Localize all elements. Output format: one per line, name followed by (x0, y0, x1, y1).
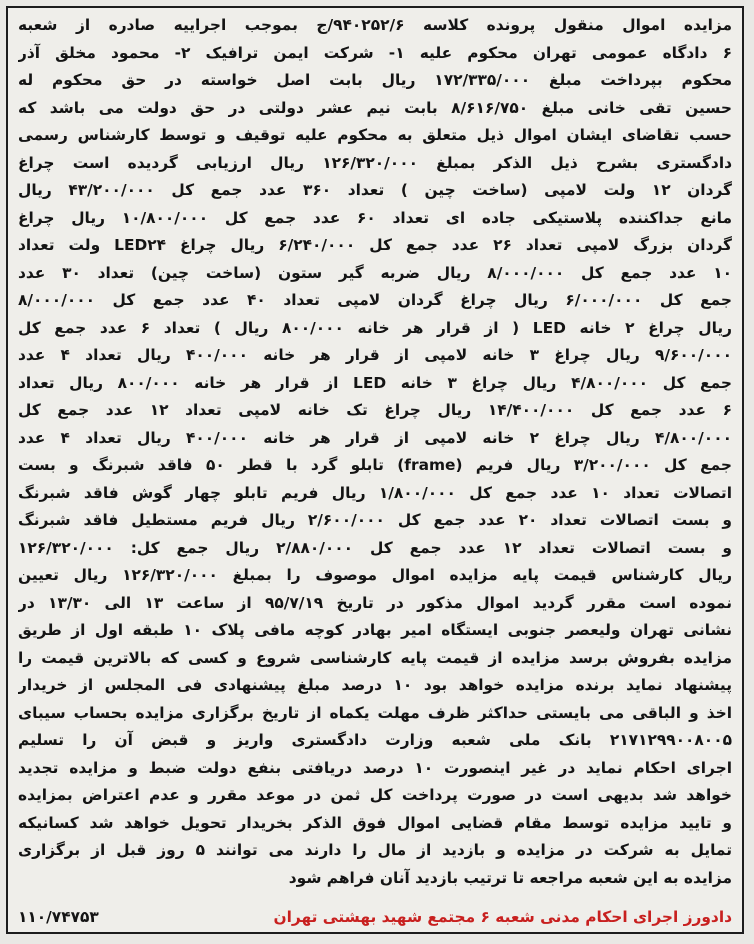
notice-line: مزایده اموال منقول پرونده کلاسه ۹۴۰۲۵۲/۶/ج بموجب اجراییه صادره از شعبه (18, 16, 732, 34)
auction-notice (6, 6, 744, 934)
notice-line: جمع کل ۶/۰۰۰/۰۰۰ ریال چراغ گردان لامپی تعداد ۴۰ عدد جمع کل ۸/۰۰۰/۰۰۰ (18, 291, 732, 309)
notice-code: ۱۱۰/۷۴۷۵۳ (18, 908, 99, 926)
notice-line: ۹/۶۰۰/۰۰۰ ریال چراغ ۳ خانه لامپی از قرار هر خانه ۴۰۰/۰۰۰ ریال تعداد ۴ عدد (18, 346, 732, 364)
notice-body (18, 12, 732, 892)
notice-line: مزایده بفروش برسد مزایده از قیمت پایه کارشناسی شروع و کسی که بالاترین قیمت را (18, 648, 732, 667)
notice-line: ۴/۸۰۰/۰۰۰ ریال چراغ ۲ خانه لامپی از قرار هر خانه ۴۰۰/۰۰۰ ریال تعداد ۴ عدد (18, 428, 732, 447)
notice-line: جمع کل ۴/۸۰۰/۰۰۰ ریال چراغ ۳ خانه LED از قرار هر خانه ۸۰۰/۰۰۰ ریال تعداد (18, 373, 732, 392)
notice-line: مزایده به این شعبه مراجعه تا ترتیب بازدید آنان فراهم شود (288, 868, 732, 887)
notice-line: نموده است مقرر گردید اموال مذکور در تاریخ ۹۵/۷/۱۹ از ساعت ۱۳ الی ۱۳/۳۰ در (18, 593, 732, 612)
notice-line: و بست اتصالات تعداد ۱۲ عدد جمع کل ۲/۸۸۰/۰۰۰ ریال جمع کل: ۱۲۶/۳۲۰/۰۰۰ (18, 538, 732, 557)
notice-line: حسین تقی خانی مبلغ ۸/۶۱۶/۷۵۰ بابت نیم عشر دولتی در حق دولت می باشد که (18, 98, 732, 117)
signature-row (18, 908, 732, 926)
notice-line: ریال چراغ ۲ خانه LED ( از قرار هر خانه ۸۰۰/۰۰۰ ریال ) تعداد ۶ عدد جمع کل (18, 318, 732, 337)
notice-line: نشانی تهران ولیعصر جنوبی ایستگاه امیر بهادر کوچه مافی پلاک ۱۰ طبقه اول از طریق (18, 621, 732, 639)
notice-line: دادگستری بشرح ذیل الذکر بمبلغ ۱۲۶/۳۲۰/۰۰۰ ریال ارزیابی گردیده است چراغ (18, 153, 732, 172)
notice-line: محکوم بپرداخت مبلغ ۱۷۲/۳۳۵/۰۰۰ ریال بابت اصل خواسته در حق محکوم له (18, 71, 732, 89)
notice-line: جمع کل ۳/۲۰۰/۰۰۰ ریال فریم (frame) تابلو گرد با قطر ۵۰ فاقد شبرنگ و بست (18, 456, 732, 474)
notice-line: ۶ دادگاه عمومی تهران محکوم علیه ۱- شرکت ایمن ترافیک ۲- محمود مخلق آذر (18, 43, 732, 62)
notice-line: حسب تقاضای ایشان اموال ذیل متعلق به محکوم علیه توقیف و توسط کارشناس رسمی (18, 126, 732, 144)
notice-line: ۲۱۷۱۲۹۹۰۰۸۰۰۵ بانک ملی شعبه وزارت دادگستری واریز و قبض آن را تسلیم (18, 731, 732, 749)
notice-line: اخذ و الباقی می بایستی حداکثر ظرف مهلت یکماه از تاریخ برگزاری مزایده بحساب سیبای (18, 703, 732, 722)
signature-block (274, 908, 732, 926)
notice-line: ۱۰ عدد جمع کل ۸/۰۰۰/۰۰۰ ریال ضربه گیر ستون (ساخت چین) تعداد ۳۰ عدد (18, 263, 732, 282)
notice-line: مانع جداکننده پلاستیکی جاده ای تعداد ۶۰ عدد جمع کل ۱۰/۸۰۰/۰۰۰ ریال چراغ (18, 208, 732, 227)
notice-line: ۶ عدد جمع کل ۱۴/۴۰۰/۰۰۰ ریال چراغ تک خانه لامپی تعداد ۱۲ عدد جمع کل (18, 401, 732, 419)
notice-line: و تایید مزایده توسط مقام قضایی اموال فوق الذکر بخریدار تحویل خواهد شد کسانیکه (18, 813, 732, 832)
notice-line: اتصالات تعداد ۱۰ عدد جمع کل ۱/۸۰۰/۰۰۰ ریال فریم تابلو چهار گوش فاقد شبرنگ (18, 483, 732, 502)
signature-office: دادورز اجرای احکام مدنی شعبه ۶ مجتمع شهید بهشتی تهران (273, 908, 732, 926)
notice-line: و بست اتصالات تعداد ۲۰ عدد جمع کل ۲/۶۰۰/۰۰۰ ریال فریم مستطیل فاقد شبرنگ (18, 511, 732, 529)
notice-line: خواهد شد بدیهی است در صورت پرداخت کل ثمن در موعد مقرر و عدم اعتراض بمزایده (18, 786, 732, 804)
notice-line: اجرای احکام نماید در غیر اینصورت ۱۰ درصد دریافتی بنفع دولت ضبط و مزایده تجدید (18, 758, 732, 777)
notice-line: گردان بزرگ لامپی تعداد ۲۶ عدد جمع کل ۶/۲۴۰/۰۰۰ ریال چراغ LED۲۴ ولت تعداد (18, 236, 732, 254)
notice-line: تمایل به شرکت در مزایده و بازدید از مال را دارند می توانند ۵ روز قبل از برگزاری (18, 841, 732, 859)
notice-line: ریال کارشناس قیمت پایه مزایده اموال موصوف را بمبلغ ۱۲۶/۳۲۰/۰۰۰ ریال تعیین (18, 566, 732, 584)
notice-line: گردان ۱۲ ولت لامپی (ساخت چین ) تعداد ۳۶۰ عدد جمع کل ۴۳/۲۰۰/۰۰۰ ریال (18, 181, 732, 199)
notice-line: پیشنهاد نماید برنده مزایده خواهد بود ۱۰ درصد مبلغ پیشنهادی فی المجلس از خریدار (18, 676, 732, 694)
